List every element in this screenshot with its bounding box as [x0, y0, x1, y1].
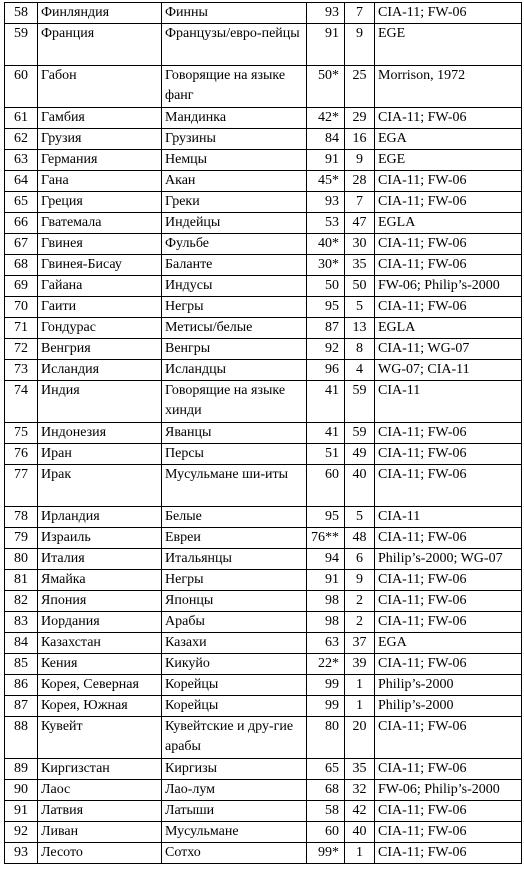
table-row [5, 570, 522, 591]
country-cell: Гондурас [38, 318, 162, 339]
ethnic-group-cell: Негры [162, 297, 307, 318]
share-percent-cell: 60 [307, 822, 345, 843]
difference-cell: 7 [345, 192, 375, 213]
source-cell: CIA-11; FW-06 [375, 171, 522, 192]
country-cell: Иордания [38, 612, 162, 633]
row-number-cell: 87 [5, 696, 38, 717]
ethnic-group-cell: Евреи [162, 528, 307, 549]
country-cell: Индонезия [38, 423, 162, 444]
country-cell: Киргизстан [38, 759, 162, 780]
row-number-cell: 74 [5, 381, 38, 423]
country-cell: Италия [38, 549, 162, 570]
difference-cell: 5 [345, 507, 375, 528]
share-percent-cell: 84 [307, 129, 345, 150]
share-percent-cell: 93 [307, 192, 345, 213]
share-percent-cell: 60 [307, 465, 345, 507]
row-number-cell: 88 [5, 717, 38, 759]
ethnic-group-cell: Баланте [162, 255, 307, 276]
ethnic-group-cell: Яванцы [162, 423, 307, 444]
ethnic-group-cell: Греки [162, 192, 307, 213]
table-row [5, 318, 522, 339]
country-cell: Гана [38, 171, 162, 192]
table-row [5, 465, 522, 507]
difference-cell: 35 [345, 255, 375, 276]
source-cell: CIA-11 [375, 507, 522, 528]
share-percent-cell: 58 [307, 801, 345, 822]
ethnic-group-cell: Киргизы [162, 759, 307, 780]
difference-cell: 1 [345, 843, 375, 864]
share-percent-cell: 91 [307, 150, 345, 171]
country-cell: Лесото [38, 843, 162, 864]
source-cell: CIA-11; FW-06 [375, 528, 522, 549]
ethnic-data-table [4, 2, 522, 864]
country-cell: Гвинея-Бисау [38, 255, 162, 276]
share-percent-cell: 96 [307, 360, 345, 381]
country-cell: Ямайка [38, 570, 162, 591]
share-percent-cell: 76** [307, 528, 345, 549]
ethnic-group-cell: Говорящие на языке фанг [162, 66, 307, 108]
row-number-cell: 85 [5, 654, 38, 675]
share-percent-cell: 42* [307, 108, 345, 129]
ethnic-group-cell: Акан [162, 171, 307, 192]
difference-cell: 8 [345, 339, 375, 360]
source-cell: CIA-11; FW-06 [375, 654, 522, 675]
share-percent-cell: 45* [307, 171, 345, 192]
difference-cell: 40 [345, 822, 375, 843]
share-percent-cell: 91 [307, 24, 345, 66]
difference-cell: 32 [345, 780, 375, 801]
share-percent-cell: 95 [307, 507, 345, 528]
table-row [5, 612, 522, 633]
ethnic-group-cell: Финны [162, 3, 307, 24]
row-number-cell: 86 [5, 675, 38, 696]
table-row [5, 213, 522, 234]
difference-cell: 47 [345, 213, 375, 234]
share-percent-cell: 40* [307, 234, 345, 255]
row-number-cell: 73 [5, 360, 38, 381]
share-percent-cell: 92 [307, 339, 345, 360]
source-cell: EGA [375, 633, 522, 654]
country-cell: Греция [38, 192, 162, 213]
source-cell: CIA-11; FW-06 [375, 801, 522, 822]
country-cell: Корея, Южная [38, 696, 162, 717]
table-row [5, 129, 522, 150]
source-cell: CIA-11; FW-06 [375, 717, 522, 759]
source-cell: Philip’s-2000 [375, 675, 522, 696]
row-number-cell: 65 [5, 192, 38, 213]
difference-cell: 30 [345, 234, 375, 255]
row-number-cell: 61 [5, 108, 38, 129]
ethnic-group-cell: Французы/евро-пейцы [162, 24, 307, 66]
country-cell: Габон [38, 66, 162, 108]
table-row [5, 822, 522, 843]
row-number-cell: 84 [5, 633, 38, 654]
country-cell: Исландия [38, 360, 162, 381]
country-cell: Лаос [38, 780, 162, 801]
row-number-cell: 91 [5, 801, 38, 822]
difference-cell: 48 [345, 528, 375, 549]
country-cell: Япония [38, 591, 162, 612]
share-percent-cell: 95 [307, 297, 345, 318]
country-cell: Венгрия [38, 339, 162, 360]
table-row [5, 759, 522, 780]
source-cell: CIA-11; FW-06 [375, 759, 522, 780]
row-number-cell: 67 [5, 234, 38, 255]
ethnic-group-cell: Кувейтские и дру-гие арабы [162, 717, 307, 759]
difference-cell: 35 [345, 759, 375, 780]
difference-cell: 40 [345, 465, 375, 507]
difference-cell: 13 [345, 318, 375, 339]
country-cell: Ирак [38, 465, 162, 507]
ethnic-group-cell: Мандинка [162, 108, 307, 129]
row-number-cell: 93 [5, 843, 38, 864]
source-cell: CIA-11; FW-06 [375, 423, 522, 444]
ethnic-group-cell: Корейцы [162, 675, 307, 696]
share-percent-cell: 98 [307, 591, 345, 612]
country-cell: Индия [38, 381, 162, 423]
table-row [5, 444, 522, 465]
share-percent-cell: 87 [307, 318, 345, 339]
ethnic-group-cell: Белые [162, 507, 307, 528]
source-cell: CIA-11; FW-06 [375, 234, 522, 255]
country-cell: Гватемала [38, 213, 162, 234]
ethnic-group-cell: Лао-лум [162, 780, 307, 801]
share-percent-cell: 50* [307, 66, 345, 108]
row-number-cell: 66 [5, 213, 38, 234]
source-cell: EGE [375, 150, 522, 171]
difference-cell: 59 [345, 423, 375, 444]
difference-cell: 1 [345, 675, 375, 696]
country-cell: Гайана [38, 276, 162, 297]
table-row [5, 297, 522, 318]
table-row [5, 717, 522, 759]
country-cell: Грузия [38, 129, 162, 150]
ethnic-group-cell: Персы [162, 444, 307, 465]
source-cell: CIA-11; FW-06 [375, 297, 522, 318]
share-percent-cell: 41 [307, 381, 345, 423]
source-cell: CIA-11; FW-06 [375, 612, 522, 633]
share-percent-cell: 41 [307, 423, 345, 444]
source-cell: EGLA [375, 213, 522, 234]
table-row [5, 423, 522, 444]
country-cell: Гаити [38, 297, 162, 318]
table-row [5, 549, 522, 570]
difference-cell: 7 [345, 3, 375, 24]
share-percent-cell: 53 [307, 213, 345, 234]
difference-cell: 4 [345, 360, 375, 381]
source-cell: CIA-11; FW-06 [375, 108, 522, 129]
country-cell: Ливан [38, 822, 162, 843]
row-number-cell: 64 [5, 171, 38, 192]
row-number-cell: 82 [5, 591, 38, 612]
country-cell: Гвинея [38, 234, 162, 255]
table-row [5, 360, 522, 381]
source-cell: CIA-11; FW-06 [375, 3, 522, 24]
ethnic-group-cell: Исландцы [162, 360, 307, 381]
country-cell: Гамбия [38, 108, 162, 129]
share-percent-cell: 22* [307, 654, 345, 675]
row-number-cell: 89 [5, 759, 38, 780]
source-cell: CIA-11; FW-06 [375, 843, 522, 864]
country-cell: Израиль [38, 528, 162, 549]
ethnic-group-cell: Арабы [162, 612, 307, 633]
share-percent-cell: 93 [307, 3, 345, 24]
share-percent-cell: 80 [307, 717, 345, 759]
source-cell: EGLA [375, 318, 522, 339]
source-cell: EGE [375, 24, 522, 66]
table-body [5, 3, 522, 864]
table-row [5, 381, 522, 423]
table-row [5, 528, 522, 549]
share-percent-cell: 99* [307, 843, 345, 864]
source-cell: CIA-11; FW-06 [375, 465, 522, 507]
difference-cell: 49 [345, 444, 375, 465]
ethnic-group-cell: Индусы [162, 276, 307, 297]
ethnic-group-cell: Фульбе [162, 234, 307, 255]
share-percent-cell: 65 [307, 759, 345, 780]
difference-cell: 6 [345, 549, 375, 570]
difference-cell: 5 [345, 297, 375, 318]
ethnic-group-cell: Немцы [162, 150, 307, 171]
table-row [5, 654, 522, 675]
country-cell: Франция [38, 24, 162, 66]
source-cell: CIA-11; FW-06 [375, 822, 522, 843]
ethnic-group-cell: Японцы [162, 591, 307, 612]
source-cell: Morrison, 1972 [375, 66, 522, 108]
country-cell: Ирландия [38, 507, 162, 528]
row-number-cell: 90 [5, 780, 38, 801]
difference-cell: 50 [345, 276, 375, 297]
share-percent-cell: 94 [307, 549, 345, 570]
difference-cell: 9 [345, 570, 375, 591]
ethnic-group-cell: Индейцы [162, 213, 307, 234]
row-number-cell: 68 [5, 255, 38, 276]
row-number-cell: 60 [5, 66, 38, 108]
row-number-cell: 75 [5, 423, 38, 444]
share-percent-cell: 91 [307, 570, 345, 591]
country-cell: Кувейт [38, 717, 162, 759]
row-number-cell: 83 [5, 612, 38, 633]
table-row [5, 780, 522, 801]
ethnic-group-cell: Венгры [162, 339, 307, 360]
ethnic-group-cell: Итальянцы [162, 549, 307, 570]
difference-cell: 2 [345, 591, 375, 612]
source-cell: CIA-11; FW-06 [375, 255, 522, 276]
share-percent-cell: 51 [307, 444, 345, 465]
table-row [5, 255, 522, 276]
table-row [5, 234, 522, 255]
difference-cell: 16 [345, 129, 375, 150]
share-percent-cell: 98 [307, 612, 345, 633]
row-number-cell: 92 [5, 822, 38, 843]
table-row [5, 591, 522, 612]
row-number-cell: 77 [5, 465, 38, 507]
ethnic-group-cell: Латыши [162, 801, 307, 822]
row-number-cell: 62 [5, 129, 38, 150]
country-cell: Корея, Северная [38, 675, 162, 696]
ethnic-group-cell: Метисы/белые [162, 318, 307, 339]
country-cell: Финляндия [38, 3, 162, 24]
ethnic-group-cell: Мусульмане ши-иты [162, 465, 307, 507]
difference-cell: 9 [345, 150, 375, 171]
row-number-cell: 81 [5, 570, 38, 591]
ethnic-group-cell: Сотхо [162, 843, 307, 864]
country-cell: Латвия [38, 801, 162, 822]
ethnic-group-cell: Мусульмане [162, 822, 307, 843]
ethnic-group-cell: Казахи [162, 633, 307, 654]
table-row [5, 150, 522, 171]
table-row [5, 3, 522, 24]
share-percent-cell: 30* [307, 255, 345, 276]
table-row [5, 339, 522, 360]
difference-cell: 39 [345, 654, 375, 675]
row-number-cell: 70 [5, 297, 38, 318]
row-number-cell: 72 [5, 339, 38, 360]
table-row [5, 66, 522, 108]
table-row [5, 24, 522, 66]
source-cell: CIA-11; FW-06 [375, 192, 522, 213]
table-row [5, 633, 522, 654]
source-cell: Philip’s-2000 [375, 696, 522, 717]
difference-cell: 20 [345, 717, 375, 759]
row-number-cell: 80 [5, 549, 38, 570]
table-row [5, 696, 522, 717]
source-cell: EGA [375, 129, 522, 150]
table-row [5, 276, 522, 297]
table-row [5, 675, 522, 696]
share-percent-cell: 63 [307, 633, 345, 654]
source-cell: FW-06; Philip’s-2000 [375, 276, 522, 297]
row-number-cell: 59 [5, 24, 38, 66]
country-cell: Казахстан [38, 633, 162, 654]
row-number-cell: 79 [5, 528, 38, 549]
row-number-cell: 58 [5, 3, 38, 24]
row-number-cell: 71 [5, 318, 38, 339]
difference-cell: 37 [345, 633, 375, 654]
table-row [5, 108, 522, 129]
table-row [5, 507, 522, 528]
difference-cell: 29 [345, 108, 375, 129]
table-row [5, 843, 522, 864]
ethnic-group-cell: Корейцы [162, 696, 307, 717]
row-number-cell: 63 [5, 150, 38, 171]
row-number-cell: 76 [5, 444, 38, 465]
source-cell: CIA-11; FW-06 [375, 591, 522, 612]
share-percent-cell: 50 [307, 276, 345, 297]
difference-cell: 1 [345, 696, 375, 717]
row-number-cell: 69 [5, 276, 38, 297]
difference-cell: 28 [345, 171, 375, 192]
row-number-cell: 78 [5, 507, 38, 528]
difference-cell: 25 [345, 66, 375, 108]
share-percent-cell: 99 [307, 675, 345, 696]
source-cell: Philip’s-2000; WG-07 [375, 549, 522, 570]
source-cell: WG-07; CIA-11 [375, 360, 522, 381]
source-cell: CIA-11; WG-07 [375, 339, 522, 360]
difference-cell: 2 [345, 612, 375, 633]
country-cell: Германия [38, 150, 162, 171]
difference-cell: 9 [345, 24, 375, 66]
source-cell: CIA-11; FW-06 [375, 570, 522, 591]
share-percent-cell: 99 [307, 696, 345, 717]
difference-cell: 59 [345, 381, 375, 423]
source-cell: CIA-11; FW-06 [375, 444, 522, 465]
table-row [5, 192, 522, 213]
source-cell: FW-06; Philip’s-2000 [375, 780, 522, 801]
table-row [5, 171, 522, 192]
difference-cell: 42 [345, 801, 375, 822]
share-percent-cell: 68 [307, 780, 345, 801]
ethnic-group-cell: Грузины [162, 129, 307, 150]
ethnic-group-cell: Негры [162, 570, 307, 591]
country-cell: Кения [38, 654, 162, 675]
ethnic-group-cell: Говорящие на языке хинди [162, 381, 307, 423]
table-row [5, 801, 522, 822]
source-cell: CIA-11 [375, 381, 522, 423]
ethnic-group-cell: Кикуйо [162, 654, 307, 675]
country-cell: Иран [38, 444, 162, 465]
